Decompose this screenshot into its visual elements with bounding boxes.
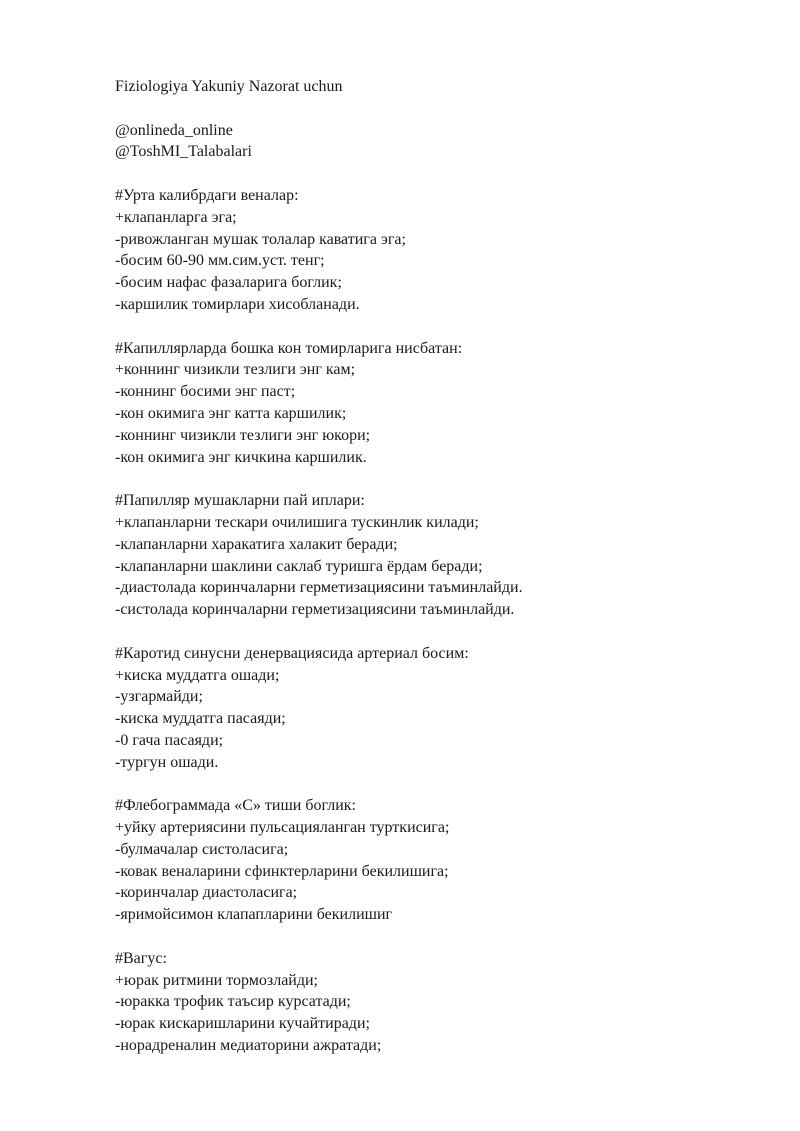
question-text: #Капиллярларда бошка кон томирларига нисбатан: (115, 339, 463, 357)
answer-option: -норадреналин медиаторини ажратади; (115, 1037, 382, 1055)
document-title: Fiziologiya Yakuniy Nazorat uchun (115, 78, 343, 95)
answer-option: -клапанларни харакатига халакит беради; (115, 535, 398, 553)
correct-answer: +юрак ритмини тормозлайди; (115, 971, 318, 989)
answer-option: -диастолада коринчаларни герметизациясини таъминлайди. (115, 579, 523, 597)
question-block (115, 490, 755, 621)
answer-option: -тургун ошади. (115, 753, 219, 771)
answer-option: -юрак кискаришларини кучайтиради; (115, 1015, 370, 1033)
correct-answer: +коннинг чизикли тезлиги энг кам; (115, 361, 356, 379)
answer-option: -кон окимига энг кичкина каршилик. (115, 448, 367, 466)
answer-option: -клапанларни шаклини саклаб туришга ёрдам беради; (115, 557, 483, 575)
answer-option: -0 гача пасаяди; (115, 731, 224, 749)
question-block (115, 643, 755, 774)
correct-answer: +клапанларга эга; (115, 208, 237, 226)
answer-option: -ривожланган мушак толалар каватига эга; (115, 230, 406, 248)
answer-option: -узгармайди; (115, 688, 203, 706)
question-block (115, 338, 755, 469)
answer-option: -кон окимига энг катта каршилик; (115, 404, 347, 422)
handles-block (115, 120, 755, 164)
answer-option: -каршилик томирлари хисобланади. (115, 295, 360, 313)
answer-option: -коринчалар диастоласига; (115, 884, 298, 902)
channel-handle: @onlineda_online (115, 121, 233, 139)
answer-option: -босим 60-90 мм.сим.уст. тенг; (115, 252, 325, 270)
answer-option: -ковак веналарини сфинктерларини бекилишига; (115, 862, 449, 880)
question-text: #Каротид синусни денервациясида артериал босим: (115, 644, 469, 662)
question-block (115, 795, 755, 926)
channel-handle: @ToshMI_Talabalari (115, 143, 252, 161)
answer-option: -босим нафас фазаларига боглик; (115, 274, 342, 292)
answer-option: -коннинг чизикли тезлиги энг юкори; (115, 426, 371, 444)
answer-option: -яримойсимон клапапларини бекилишиг (115, 906, 393, 924)
question-text: #Флебограммада «С» тиши боглик: (115, 797, 356, 815)
answer-option: -киска муддатга пасаяди; (115, 710, 286, 728)
answer-option: -юракка трофик таъсир курсатади; (115, 993, 351, 1011)
correct-answer: +уйку артериясини пульсацияланган турткисига; (115, 819, 450, 837)
question-text: #Урта калибрдаги веналар: (115, 186, 299, 204)
answer-option: -булмачалар систоласига; (115, 840, 289, 858)
question-block (115, 948, 755, 1057)
answer-option: -систолада коринчаларни герметизациясини таъминлайди. (115, 601, 515, 619)
question-block (115, 185, 755, 316)
document-page (115, 76, 755, 1057)
question-list (115, 185, 755, 1057)
question-text: #Папилляр мушакларни пай иплари: (115, 492, 365, 510)
correct-answer: +клапанларни тескари очилишига тускинлик килади; (115, 513, 479, 531)
question-text: #Вагус: (115, 949, 167, 967)
answer-option: -коннинг босими энг паст; (115, 383, 296, 401)
correct-answer: +киска муддатга ошади; (115, 666, 280, 684)
